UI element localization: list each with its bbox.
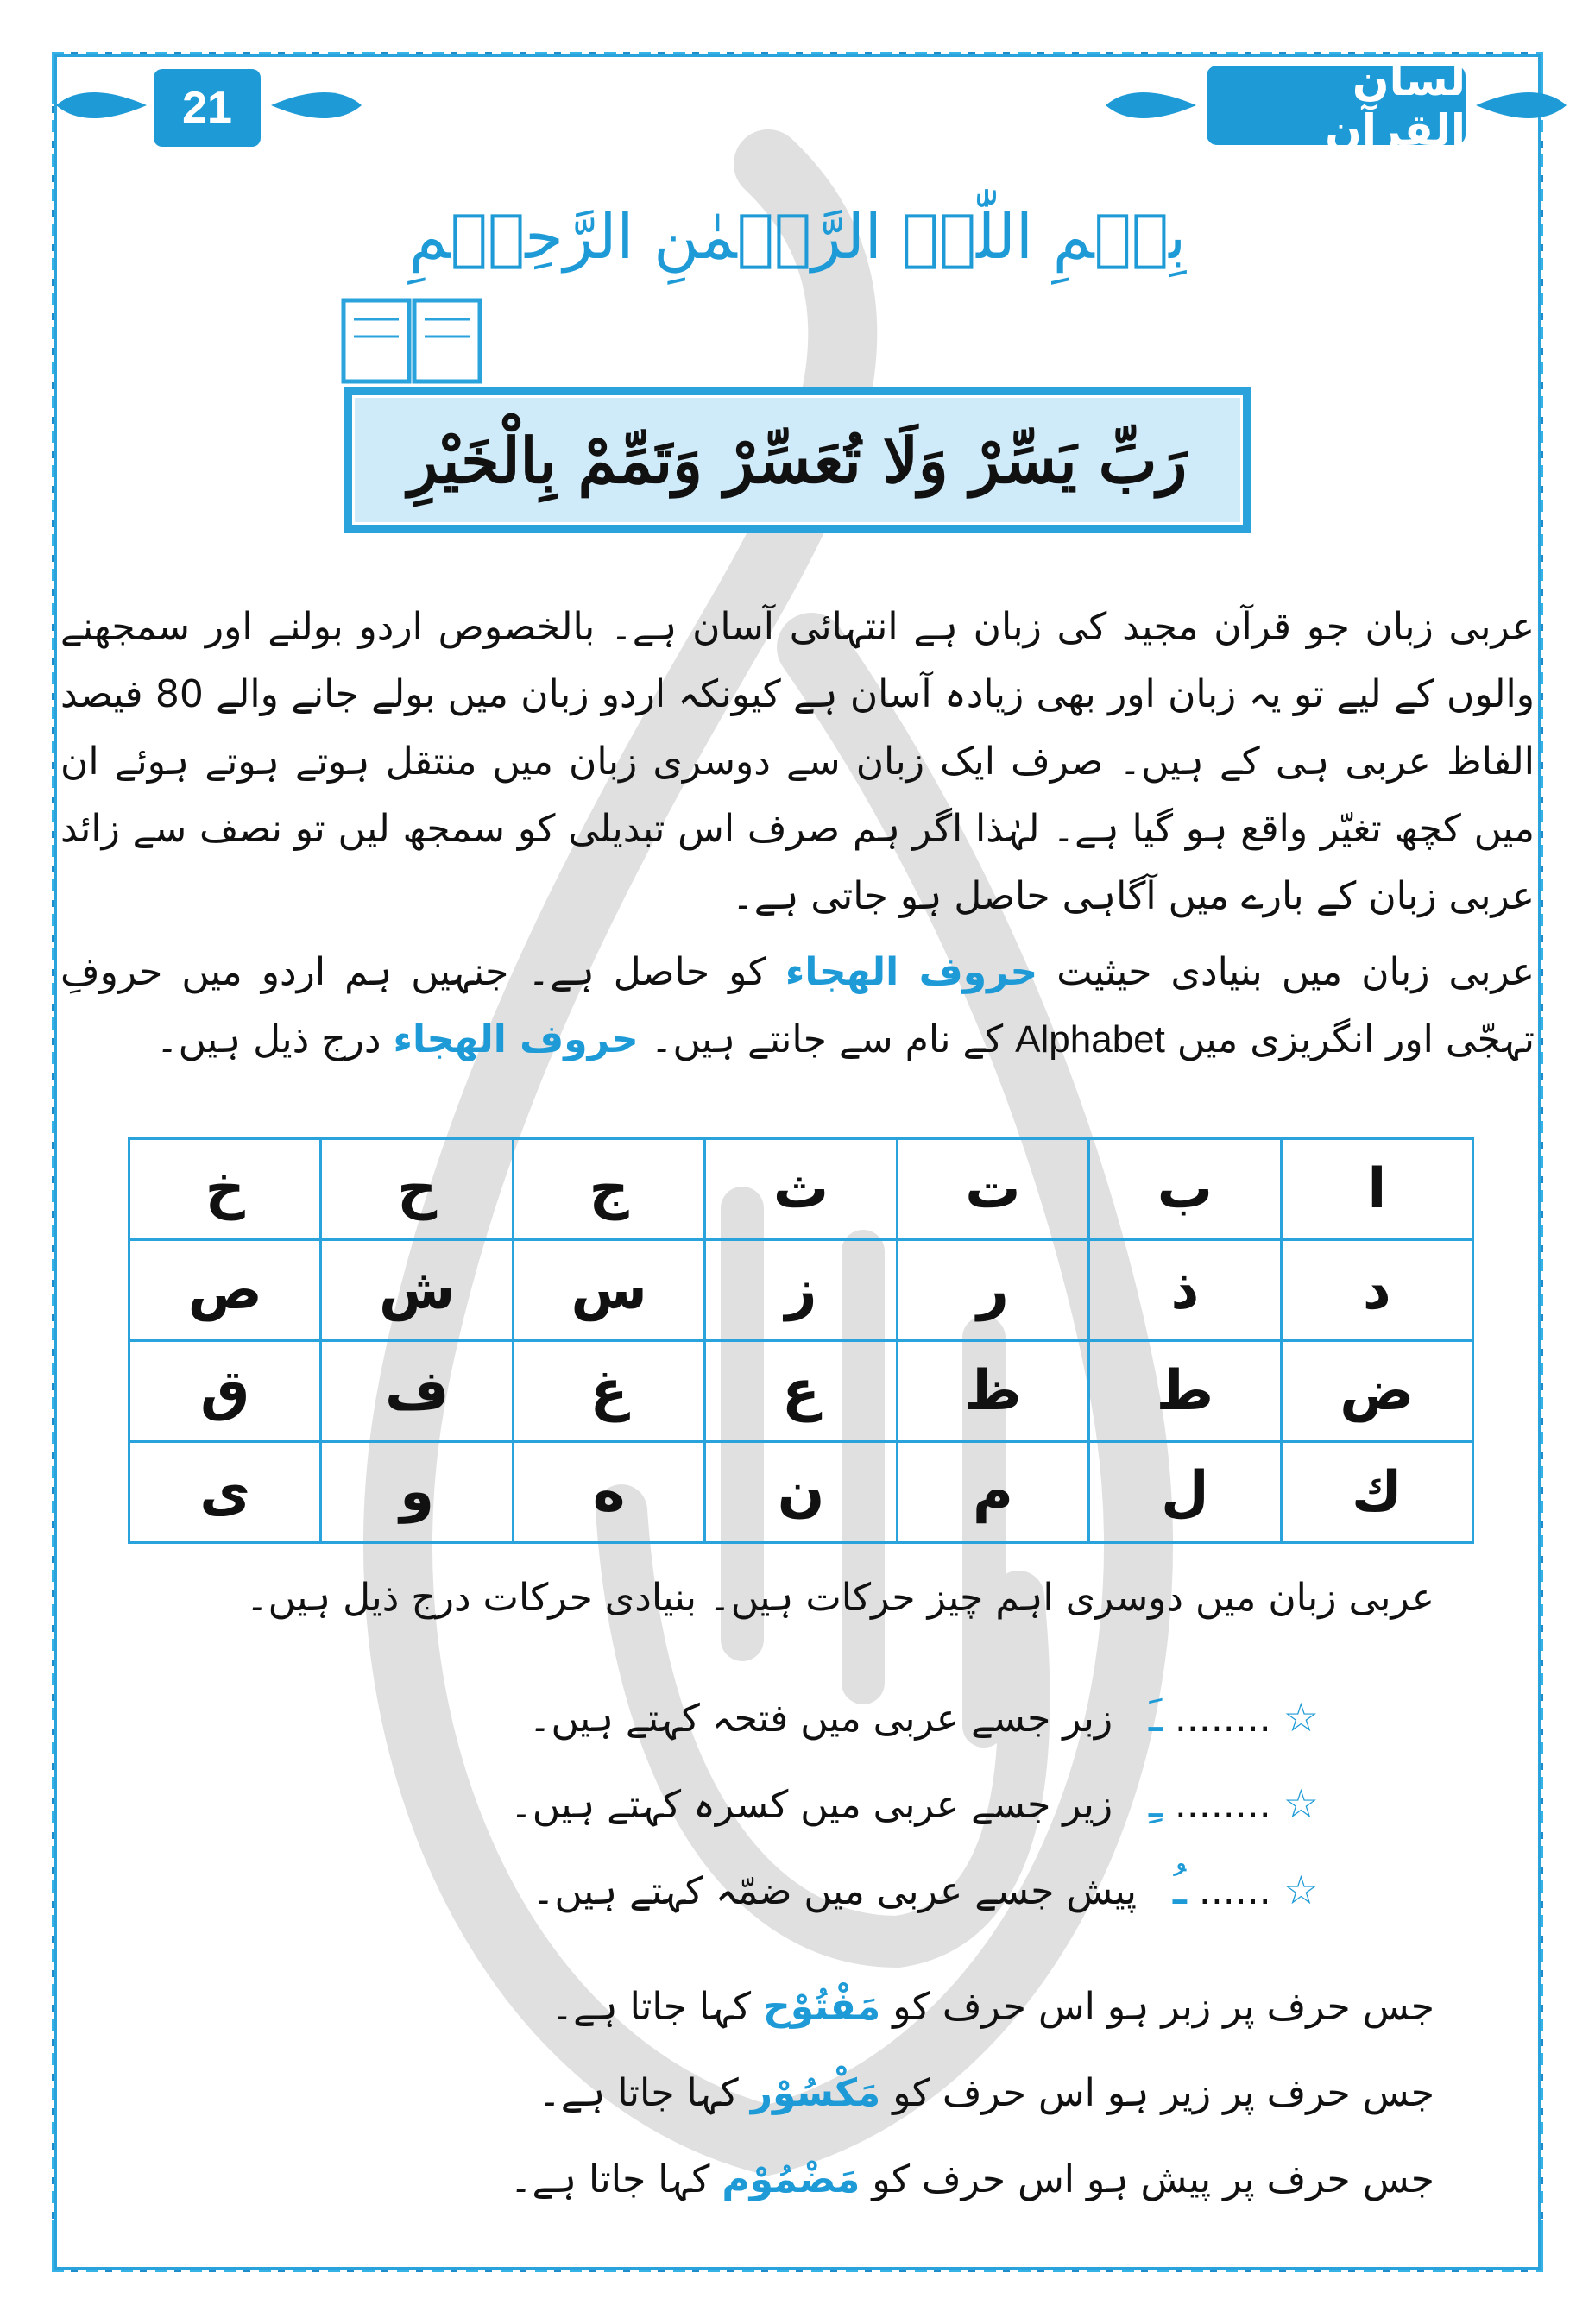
letter-cell: خ [129,1139,321,1240]
letter-cell: ظ [897,1341,1088,1442]
text-segment: جس حرف پر پیش ہو اس حرف کو [860,2157,1434,2201]
text-segment: جس حرف پر زیر ہو اس حرف کو [880,2071,1434,2115]
diacritic-mark: ـُ [1173,1861,1187,1915]
text-segment: درج ذیل ہیں۔ [155,1017,394,1061]
flourish-icon [52,79,155,131]
flourish-icon [1467,79,1571,131]
star-icon: ☆ [1283,1780,1319,1827]
highlight-term: مَفْتُوْح [763,1985,881,2029]
bismillah: بِسۡمِ اللّٰہِ الرَّحۡمٰنِ الرَّحِیۡمِ [408,200,1187,273]
letter-cell: ر [897,1240,1088,1341]
text-segment: کے نام سے جانتے ہیں۔ [638,1017,1016,1061]
star-icon: ☆ [1283,1867,1319,1913]
book-title-badge: لسان القرآن [1207,66,1466,145]
letter-cell: ز [705,1240,897,1341]
harakat-description: پیش جسے عربی میں ضمّہ کہتے ہیں۔ [532,1869,1138,1913]
text-segment: کہا جاتا ہے۔ [538,2071,751,2115]
table-row [129,1341,1473,1442]
letter-cell: و [321,1442,513,1543]
text-segment: کو حاصل ہے۔ جنہیں ہم اردو میں حروفِ تہجّی اور انگریزی میں [60,950,1535,1061]
letter-cell: ی [129,1442,321,1543]
alphabet-word: Alphabet [1015,1018,1165,1061]
letter-cell: ب [1089,1139,1281,1240]
letter-cell: ع [705,1341,897,1442]
page-number: 21 [154,69,261,147]
table-row [129,1240,1473,1341]
dot-leader: ........ [1174,1697,1271,1741]
flourish-icon [1101,79,1205,131]
table-row [129,1139,1473,1240]
star-icon: ☆ [1283,1694,1319,1741]
highlight-term: حروف الهجاء [393,1017,639,1061]
harakat-item [529,1688,1319,1742]
arabic-alphabet-table [128,1137,1474,1544]
letter-cell: ص [129,1240,321,1341]
letter-cell: ح [321,1139,513,1240]
table-row [129,1442,1473,1543]
rule-line [539,2071,1434,2115]
letter-cell: م [897,1442,1088,1543]
dot-leader: ........ [1174,1783,1271,1827]
open-book-icon [338,293,485,388]
letter-cell: ش [321,1240,513,1341]
alphabet-paragraph [60,939,1535,1074]
letter-cell: ل [1089,1442,1281,1543]
letter-cell: غ [513,1341,704,1442]
harakat-description: زیر جسے عربی میں کسرہ کہتے ہیں۔ [509,1783,1113,1827]
harakat-item [510,1774,1319,1829]
letter-cell: ق [129,1341,321,1442]
text-segment: کہا جاتا ہے۔ [509,2157,722,2201]
letter-cell: ث [705,1139,897,1240]
dua-banner [344,387,1251,533]
highlight-term: مَضْمُوْم [722,2157,861,2201]
letter-cell: د [1281,1240,1472,1341]
harakat-intro: عربی زبان میں دوسری اہم چیز حرکات ہیں۔ بنیادی حرکات درج ذیل ہیں۔ [245,1576,1434,1620]
letter-cell: ا [1281,1139,1472,1240]
harakat-item [533,1861,1319,1915]
rule-line [510,2157,1434,2201]
diacritic-mark: ـَ [1149,1688,1163,1742]
letter-cell: ف [321,1341,513,1442]
text-segment: عربی زبان میں بنیادی حیثیت [1037,950,1535,994]
dua-text: رَبِّ يَسِّرْ وَلَا تُعَسِّرْ وَتَمِّمْ بِالْخَيْرِ [352,395,1243,525]
letter-cell: ك [1281,1442,1472,1543]
highlight-term: حروف الهجاء [785,950,1038,994]
diacritic-mark: ـِ [1149,1774,1163,1829]
letter-cell: س [513,1240,704,1341]
intro-paragraph: عربی زبان جو قرآن مجید کی زبان ہے انتہائی آسان ہے۔ بالخصوص اردو بولنے اور سمجھنے والوں کے لیے تو یہ زبان اور بھی زیادہ آسان ہے کیونکہ اردو زبان میں بولے جانے والے 80 فیصد الفاظ عربی ہی کے ہیں۔ صرف ایک زبان سے دوسری زبان میں منتقل ہوتے ہوتے ہوئے ان میں کچھ تغیّر واقع ہو گیا ہے۔ لہٰذا اگر ہم صرف اس تبدیلی کو سمجھ لیں تو نصف سے زائد عربی زبان کے بارے میں آگاہی حاصل ہو جاتی ہے۔ [60,605,1535,918]
letter-cell: ذ [1089,1240,1281,1341]
rule-line [551,1985,1434,2029]
text-segment: جس حرف پر زبر ہو اس حرف کو [880,1985,1434,2029]
flourish-icon [262,79,366,131]
dot-leader: ...... [1198,1869,1271,1913]
letter-cell: ض [1281,1341,1472,1442]
highlight-term: مَكْسُوْر [750,2071,881,2115]
letter-cell: ه [513,1442,704,1543]
letter-cell: ج [513,1139,704,1240]
letter-cell: ن [705,1442,897,1543]
letter-cell: ت [897,1139,1088,1240]
letter-cell: ط [1089,1341,1281,1442]
text-segment: کہا جاتا ہے۔ [551,1985,764,2029]
harakat-description: زبر جسے عربی میں فتحہ کہتے ہیں۔ [528,1697,1113,1741]
